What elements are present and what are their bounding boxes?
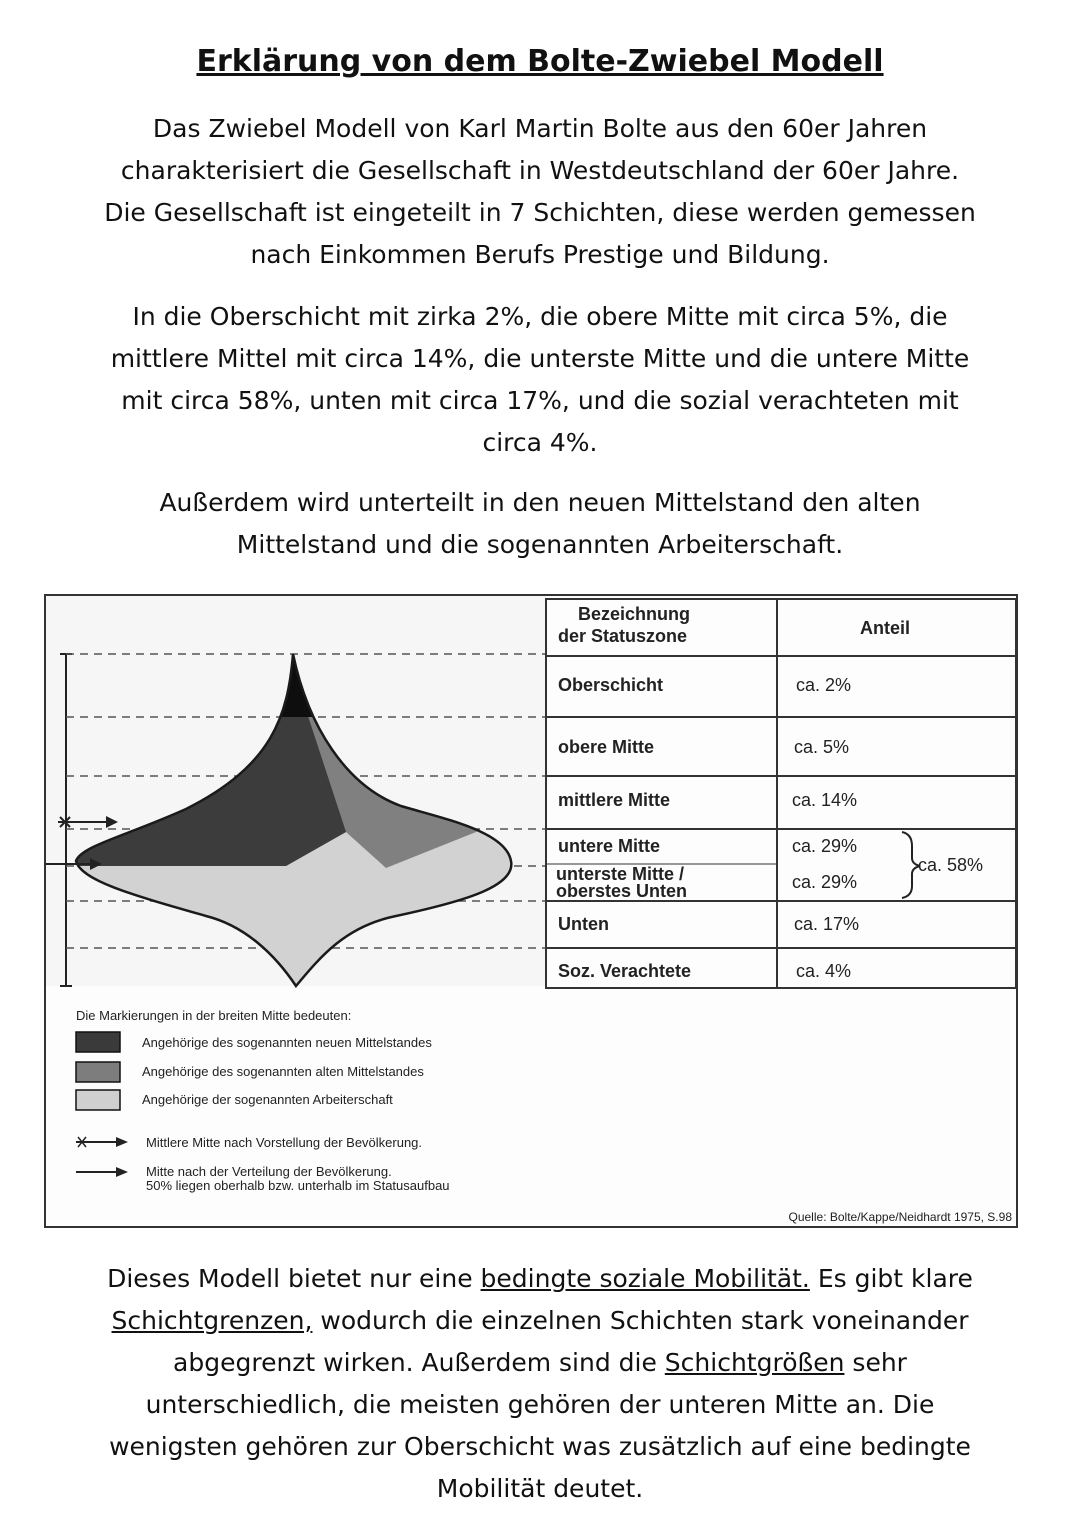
conclusion-text: wodurch die einzelnen Schichten stark voneinander — [312, 1306, 969, 1335]
intro-paragraph — [30, 108, 1050, 276]
row-zone: obere Mitte — [558, 737, 655, 757]
shares-line: In die Oberschicht mit zirka 2%, die obere Mitte mit circa 5%, die — [132, 302, 948, 331]
legend-label: Angehörige des sogenannten alten Mittelstandes — [142, 1064, 424, 1079]
legend-label: Angehörige der sogenannten Arbeiterschaft — [142, 1092, 393, 1107]
legend-swatch-workers — [76, 1090, 120, 1110]
shares-line: mit circa 58%, unten mit circa 17%, und die sozial verachteten mit — [121, 386, 959, 415]
row-share: ca. 4% — [796, 961, 852, 981]
shares-paragraph — [30, 296, 1050, 464]
row-zone: unterste Mitte / — [556, 864, 685, 884]
intro-line: Das Zwiebel Modell von Karl Martin Bolte aus den 60er Jahren — [152, 114, 928, 143]
row-zone: untere Mitte — [558, 836, 661, 856]
intro-line: Die Gesellschaft ist eingeteilt in 7 Schichten, diese werden gemessen — [104, 198, 976, 227]
bolte-onion-figure — [44, 594, 1018, 1228]
legend-swatch-new — [76, 1032, 120, 1052]
conclusion-paragraph — [30, 1258, 1050, 1510]
row-share: ca. 14% — [792, 790, 858, 810]
groups-line: Mittelstand und die sogenannten Arbeiterschaft. — [236, 530, 844, 559]
figure-canvas — [46, 596, 1016, 1226]
legend-heading: Die Markierungen in der breiten Mitte bedeuten: — [76, 1008, 352, 1023]
conclusion-text: sehr — [844, 1348, 907, 1377]
shares-line: circa 4%. — [482, 428, 598, 457]
row-zone: oberstes Unten — [556, 881, 688, 901]
intro-line: charakterisiert die Gesellschaft in Westdeutschland der 60er Jahre. — [120, 156, 960, 185]
row-zone: Oberschicht — [558, 675, 664, 695]
row-share: ca. 17% — [794, 914, 860, 934]
row-share: ca. 29% — [792, 872, 858, 892]
source-citation: Quelle: Bolte/Kappe/Neidhardt 1975, S.98 — [788, 1210, 1012, 1224]
underlined-term: bedingte soziale Mobilität. — [480, 1264, 810, 1293]
conclusion-text: Es gibt klare — [809, 1264, 973, 1293]
groups-paragraph — [30, 482, 1050, 566]
groups-line: Außerdem wird unterteilt in den neuen Mittelstand den alten — [159, 488, 921, 517]
legend-swatch-old — [76, 1062, 120, 1082]
row-zone: mittlere Mitte — [558, 790, 671, 810]
legend-cross-arrow — [76, 1137, 128, 1147]
conclusion-text: wenigsten gehören zur Oberschicht was zusätzlich auf eine bedingte — [109, 1432, 971, 1461]
header-zone: Bezeichnung — [578, 604, 691, 624]
row-zone: Unten — [558, 914, 609, 934]
underlined-term: Schichtgrößen — [664, 1348, 845, 1377]
header-zone: der Statuszone — [558, 626, 688, 646]
conclusion-text: Dieses Modell bietet nur eine — [107, 1264, 481, 1293]
intro-line: nach Einkommen Berufs Prestige und Bildung. — [250, 240, 830, 269]
conclusion-text: Mobilität deutet. — [436, 1474, 644, 1503]
legend — [76, 1008, 1012, 1224]
row-zone: Soz. Verachtete — [558, 961, 692, 981]
row-share: ca. 2% — [796, 675, 852, 695]
header-share: Anteil — [860, 618, 911, 638]
conclusion-text: abgegrenzt wirken. Außerdem sind die — [173, 1348, 665, 1377]
underlined-term: Schichtgrenzen, — [111, 1306, 313, 1335]
table-text — [556, 604, 983, 981]
legend-plain-arrow — [76, 1167, 128, 1177]
legend-plain-arrow-label: 50% liegen oberhalb bzw. unterhalb im Statusaufbau — [146, 1178, 450, 1193]
legend-cross-arrow-label: Mittlere Mitte nach Vorstellung der Bevölkerung. — [146, 1135, 423, 1150]
shares-line: mittlere Mittel mit circa 14%, die unterste Mitte und die untere Mitte — [110, 344, 970, 373]
row-share: ca. 29% — [792, 836, 858, 856]
legend-label: Angehörige des sogenannten neuen Mittelstandes — [142, 1035, 432, 1050]
combined-share: ca. 58% — [918, 855, 984, 875]
row-share: ca. 5% — [794, 737, 850, 757]
page-title: Erklärung von dem Bolte-Zwiebel Modell — [196, 44, 884, 79]
legend-plain-arrow-label: Mitte nach der Verteilung der Bevölkerung. — [146, 1164, 392, 1179]
conclusion-text: unterschiedlich, die meisten gehören der unteren Mitte an. Die — [145, 1390, 935, 1419]
